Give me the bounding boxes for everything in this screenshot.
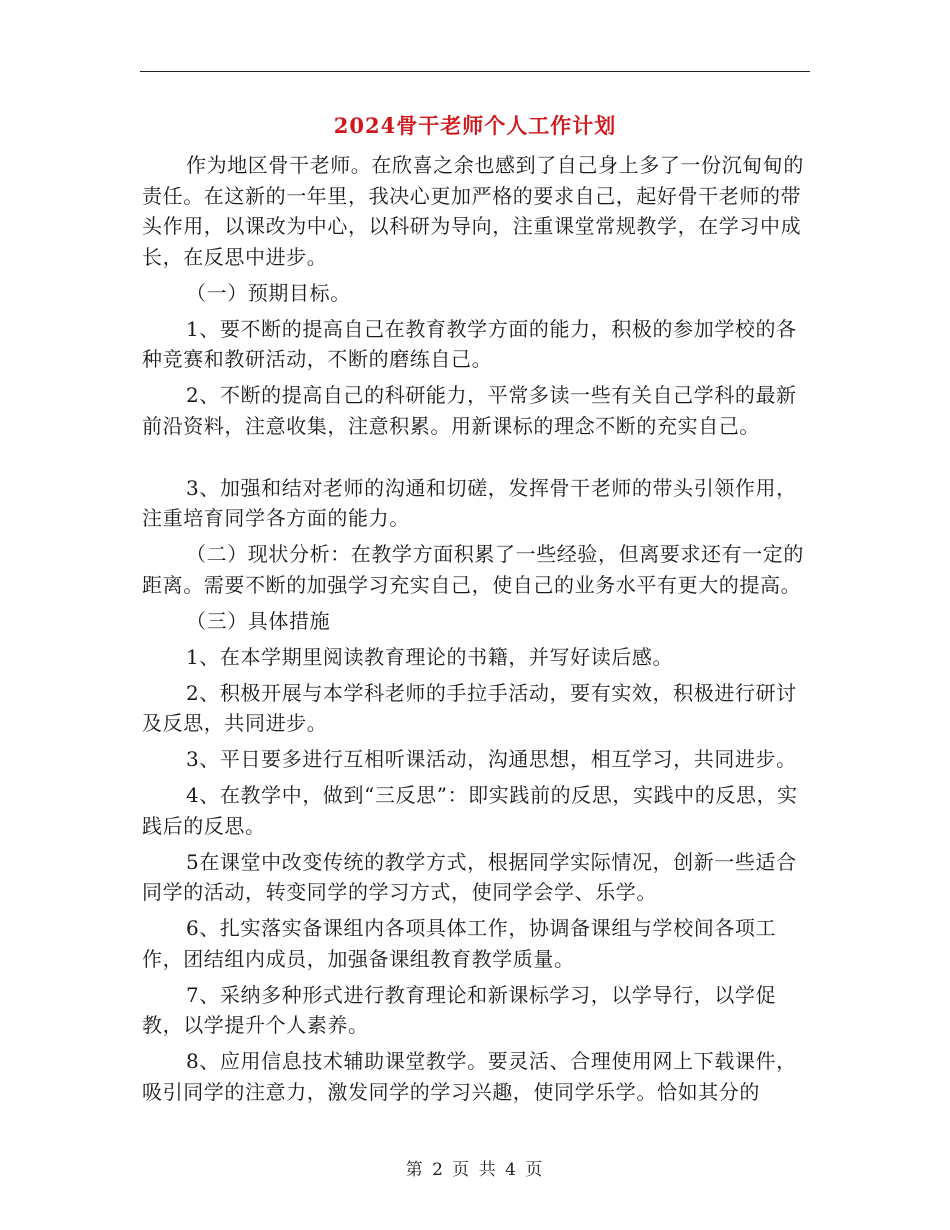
measure-item-1: 1、在本学期里阅读教育理论的书籍，并写好读后感。 — [186, 644, 674, 669]
measure-item-6: 6、扎实落实备课组内各项具体工作，协调备课组与学校间各项工作，团结组内成员，加强备课组教育教学质量。 — [142, 916, 777, 971]
goal-item-1: 1、要不断的提高自己在教育教学方面的能力，积极的参加学校的各种竞赛和教研活动，不断的磨练自己。 — [142, 316, 797, 371]
measure-item-2: 2、积极开展与本学科老师的手拉手活动，要有实效，积极进行研讨及反思，共同进步。 — [142, 680, 797, 735]
page-footer: 第 2 页 共 4 页 — [405, 1160, 545, 1180]
section-status-analysis: （二）现状分析：在教学方面积累了一些经验，但离要求还有一定的距离。需要不断的加强学习充实自己，使自己的业务水平有更大的提高。 — [142, 542, 804, 597]
measure-item-4: 4、在教学中，做到“三反思”：即实践前的反思，实践中的反思，实践后的反思。 — [142, 783, 798, 838]
section-heading-measures: （三）具体措施 — [186, 608, 331, 633]
measure-item-3: 3、平日要多进行互相听课活动，沟通思想，相互学习，共同进步。 — [186, 747, 797, 771]
measure-item-5: 5在课堂中改变传统的教学方式，根据同学实际情况，创新一些适合同学的活动，转变同学的学习方式，使同学会学、乐学。 — [142, 849, 797, 904]
goal-item-3: 3、加强和结对老师的沟通和切磋，发挥骨干老师的带头引领作用，注重培育同学各方面的能力。 — [142, 475, 797, 530]
measure-item-8: 8、应用信息技术辅助课堂教学。要灵活、合理使用网上下载课件，吸引同学的注意力，激发同学的学习兴趣，使同学乐学。恰如其分的 — [142, 1049, 797, 1104]
section-heading-goals: （一）预期目标。 — [186, 280, 351, 305]
header-rule — [140, 71, 810, 72]
document-body — [142, 150, 810, 1113]
intro-paragraph: 作为地区骨干老师。在欣喜之余也感到了自己身上多了一份沉甸甸的责任。在这新的一年里，我决心更加严格的要求自己，起好骨干老师的带头作用，以课改为中心，以科研为导向，注重课堂常规教学，在学习中成长，在反思中进步。 — [142, 153, 804, 269]
blank-line — [142, 447, 810, 473]
goal-item-2: 2、不断的提高自己的科研能力，平常多读一些有关自己学科的最新前沿资料，注意收集，注意积累。用新课标的理念不断的充实自己。 — [142, 383, 797, 438]
measure-item-7: 7、采纳多种形式进行教育理论和新课标学习，以学导行，以学促教，以学提升个人素养。 — [142, 982, 777, 1037]
document-title: 2024骨干老师个人工作计划 — [333, 113, 617, 138]
